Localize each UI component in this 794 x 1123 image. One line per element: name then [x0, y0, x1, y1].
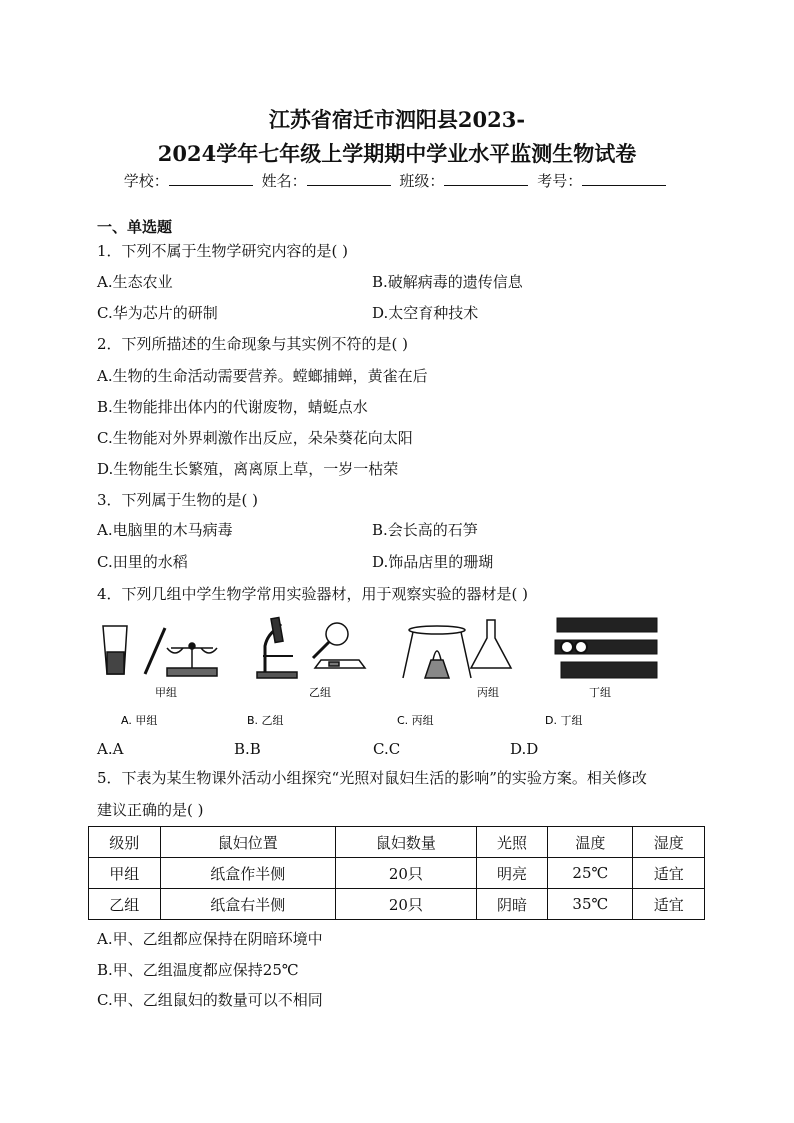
q2-option-b: B.生物能排出体内的代谢废物，蜻蜓点水 [97, 398, 368, 416]
table-header-row [89, 827, 705, 858]
paper-title-line2: 2024学年七年级上学期期中学业水平监测生物试卷 [157, 141, 637, 166]
table-header-cell: 级别 [89, 827, 161, 858]
q2-option-a: A.生物的生命活动需要营养。螳螂捕蝉，黄雀在后 [97, 367, 428, 385]
group-ding-label: 丁组 [589, 686, 611, 699]
q5-option-b: B.甲、乙组温度都应保持25℃ [97, 961, 299, 979]
q4-option-c: C.C [373, 740, 401, 758]
group-bing-image [403, 620, 511, 678]
table-cell: 纸盒右半侧 [160, 889, 335, 920]
name-blank [307, 171, 391, 186]
table-cell: 35℃ [548, 889, 633, 920]
lab-equipment-figure [97, 612, 665, 732]
table-cell: 阴暗 [476, 889, 548, 920]
q1-option-c: C.华为芯片的研制 [97, 304, 218, 322]
group-yi-image [257, 617, 365, 678]
q4-stem: 4．下列几组中学生物学常用实验器材，用于观察实验的器材是( ) [97, 585, 529, 603]
q3-option-b: B.会长高的石笋 [372, 521, 478, 539]
table-cell: 明亮 [476, 858, 548, 889]
group-jia-label: 甲组 [155, 686, 177, 699]
q5-stem-line1: 5．下表为某生物课外活动小组探究“光照对鼠妇生活的影响”的实验方案。相关修改 [97, 769, 647, 787]
class-blank [444, 171, 528, 186]
table-header-cell: 鼠妇位置 [160, 827, 335, 858]
class-label: 班级： [399, 172, 445, 190]
table-cell: 25℃ [548, 858, 633, 889]
q4-option-a: A.A [97, 740, 124, 758]
q2-option-c: C.生物能对外界刺激作出反应，朵朵葵花向太阳 [97, 429, 413, 447]
name-label: 姓名： [261, 172, 307, 190]
img-option-c: C. 丙组 [397, 714, 434, 727]
table-header-cell: 温度 [548, 827, 633, 858]
group-jia-image [103, 626, 217, 676]
q3-option-a: A.电脑里的木马病毒 [97, 521, 233, 539]
paper-title-line1: 江苏省宿迁市泗阳县2023- [268, 107, 526, 132]
table-cell: 适宜 [633, 889, 705, 920]
q1-option-b: B.破解病毒的遗传信息 [372, 273, 523, 291]
q5-stem-line2: 建议正确的是( ) [97, 801, 204, 819]
table-header-cell: 光照 [476, 827, 548, 858]
q3-option-c: C.田里的水稻 [97, 553, 188, 571]
section-heading: 一、单选题 [97, 218, 173, 236]
table-cell: 乙组 [89, 889, 161, 920]
student-info-row [0, 170, 794, 191]
group-yi-label: 乙组 [309, 686, 331, 699]
table-cell: 适宜 [633, 858, 705, 889]
q3-stem: 3．下列属于生物的是( ) [97, 491, 259, 509]
experiment-table [88, 826, 705, 920]
q2-stem: 2．下列所描述的生命现象与其实例不符的是( ) [97, 335, 409, 353]
q5-option-a: A.甲、乙组都应保持在阴暗环境中 [97, 930, 323, 948]
exam-number-blank [582, 171, 666, 186]
q4-option-b: B.B [234, 740, 261, 758]
school-label: 学校： [123, 172, 169, 190]
q1-option-a: A.生态农业 [97, 273, 173, 291]
group-bing-label: 丙组 [477, 686, 499, 699]
table-cell: 20只 [335, 889, 476, 920]
img-option-d: D. 丁组 [545, 714, 583, 727]
group-ding-image [555, 618, 657, 678]
q3-option-d: D.饰品店里的珊瑚 [372, 553, 494, 571]
table-row [89, 889, 705, 920]
table-row [89, 858, 705, 889]
img-option-b: B. 乙组 [247, 714, 284, 727]
school-blank [169, 171, 253, 186]
exam-number-label: 考号： [537, 172, 583, 190]
q4-option-d: D.D [510, 740, 539, 758]
q1-option-d: D.太空育种技术 [372, 304, 479, 322]
table-cell: 甲组 [89, 858, 161, 889]
table-header-cell: 鼠妇数量 [335, 827, 476, 858]
table-cell: 纸盒作半侧 [160, 858, 335, 889]
q2-option-d: D.生物能生长繁殖，离离原上草，一岁一枯荣 [97, 460, 399, 478]
q5-option-c: C.甲、乙组鼠妇的数量可以不相同 [97, 991, 323, 1009]
img-option-a: A. 甲组 [121, 714, 158, 727]
q1-stem: 1．下列不属于生物学研究内容的是( ) [97, 242, 349, 260]
table-header-cell: 湿度 [633, 827, 705, 858]
table-cell: 20只 [335, 858, 476, 889]
